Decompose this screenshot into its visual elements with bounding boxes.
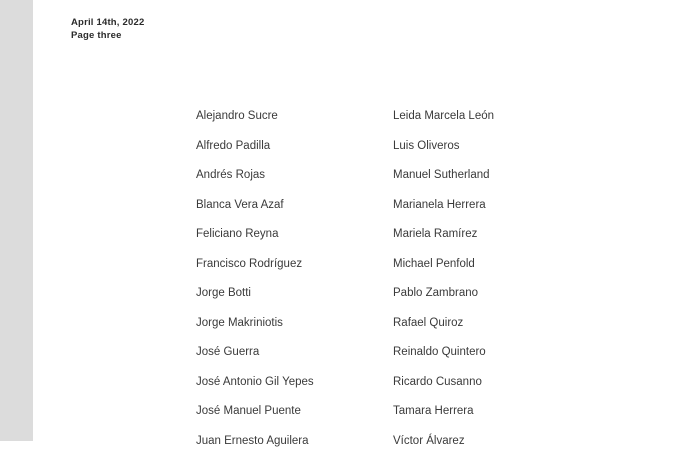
name-item: Blanca Vera Azaf bbox=[196, 195, 386, 225]
name-item: Pablo Zambrano bbox=[393, 283, 583, 313]
document-page bbox=[33, 0, 700, 441]
names-column-right bbox=[393, 106, 583, 460]
name-item: Rafael Quiroz bbox=[393, 313, 583, 343]
name-item: Reinaldo Quintero bbox=[393, 342, 583, 372]
name-item: Leida Marcela León bbox=[393, 106, 583, 136]
viewer-gutter bbox=[0, 0, 33, 441]
name-item: Jorge Makriniotis bbox=[196, 313, 386, 343]
name-item: Francisco Rodríguez bbox=[196, 254, 386, 284]
name-item: Juan Ernesto Aguilera bbox=[196, 431, 386, 460]
name-item: Luis Oliveros bbox=[393, 136, 583, 166]
page-header bbox=[71, 16, 144, 42]
name-item: José Manuel Puente bbox=[196, 401, 386, 431]
name-item: Alfredo Padilla bbox=[196, 136, 386, 166]
name-item: Andrés Rojas bbox=[196, 165, 386, 195]
name-item: Marianela Herrera bbox=[393, 195, 583, 225]
name-item: Víctor Álvarez bbox=[393, 431, 583, 460]
header-page-number: Page three bbox=[71, 29, 144, 42]
name-item: Manuel Sutherland bbox=[393, 165, 583, 195]
names-column-left bbox=[196, 106, 386, 460]
name-item: Ricardo Cusanno bbox=[393, 372, 583, 402]
name-item: Jorge Botti bbox=[196, 283, 386, 313]
name-item: Tamara Herrera bbox=[393, 401, 583, 431]
name-item: José Antonio Gil Yepes bbox=[196, 372, 386, 402]
name-item: Michael Penfold bbox=[393, 254, 583, 284]
name-item: Mariela Ramírez bbox=[393, 224, 583, 254]
name-item: Alejandro Sucre bbox=[196, 106, 386, 136]
name-item: José Guerra bbox=[196, 342, 386, 372]
header-date: April 14th, 2022 bbox=[71, 16, 144, 29]
name-item: Feliciano Reyna bbox=[196, 224, 386, 254]
